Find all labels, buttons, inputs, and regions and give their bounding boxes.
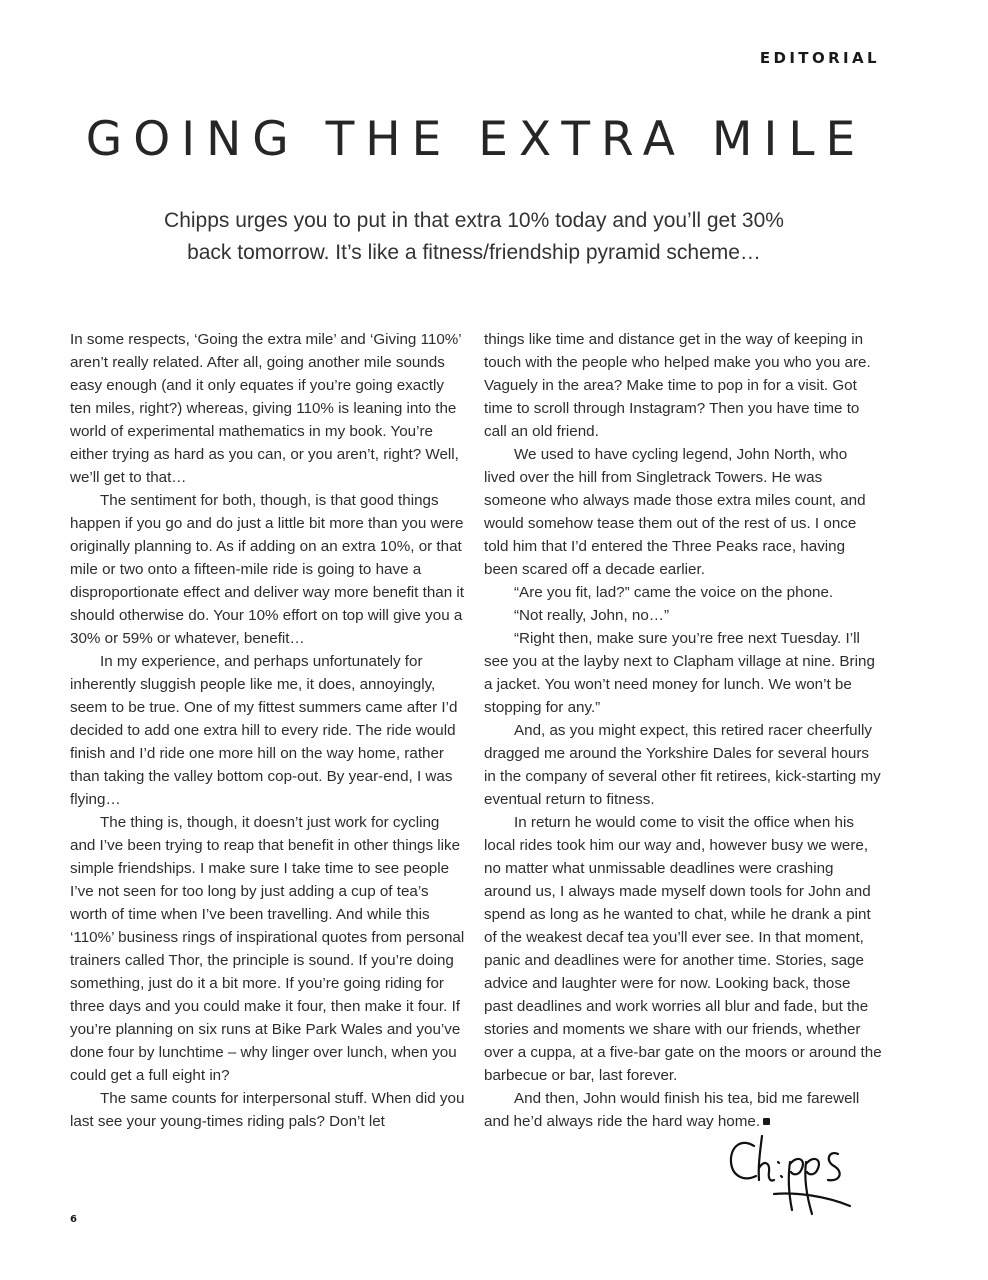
paragraph: The thing is, though, it doesn’t just work for cycling and I’ve been trying to reap that benefit in other things like simple friendships. I make sure I take time to see people I’ve not seen for too long by just adding a cup of tea’s worth of time when I’ve been travelling. And while this ‘110%’ business rings of inspirational quotes from personal trainers called Thor, the principle is sound. If you’re doing something, just do it a bit more. If you’re going riding for three days and you could make it four, then make it four. If you’re planning on six runs at Bike Park Wales and you’ve done four by lunchtime – why linger over lunch, when you could get a full eight in? xyxy=(70,814,465,1084)
paragraph: “Right then, make sure you’re free next Tuesday. I’ll see you at the layby next to Clapham village at nine. Bring a jacket. You won’t need money for lunch. We won’t be stopping for any.” xyxy=(484,630,875,716)
end-mark-icon xyxy=(763,1118,770,1125)
paragraph: The same counts for interpersonal stuff. When did you last see your young-times riding pals? Don’t let xyxy=(70,1090,465,1130)
paragraph: “Not really, John, no…” xyxy=(514,607,670,624)
paragraph: In my experience, and perhaps unfortunately for inherently sluggish people like me, it does, annoyingly, seem to be true. One of my fittest summers came after I’d decided to add one extra hill to every ride. The ride would finish and I’d ride one more hill on the way home, rather than taking the valley bottom cop-out. By year-end, I was flying… xyxy=(70,653,458,808)
last-paragraph xyxy=(484,1087,882,1133)
paragraph: “Are you fit, lad?” came the voice on the phone. xyxy=(514,584,834,601)
article-standfirst: Chipps urges you to put in that extra 10% today and you’ll get 30% back tomorrow. It’s like a fitness/friendship pyramid scheme… xyxy=(164,209,784,264)
paragraph: things like time and distance get in the way of keeping in touch with the people who helped make you who you are. Vaguely in the area? Make time to pop in for a visit. Got time to scroll through Instagram? Then you have time to call an old friend. xyxy=(484,331,871,440)
paragraph: And, as you might expect, this retired racer cheerfully dragged me around the Yorkshire Dales for several hours in the company of several other fit retirees, kick-starting my eventual return to fitness. xyxy=(484,722,881,808)
paragraph: In return he would come to visit the office when his local rides took him our way and, however busy we were, no matter what unmissable deadlines were crashing around us, I always made myself down tools for John and spend as long as he wanted to chat, while he drank a pint of the weakest decaf tea you’ll ever see. In that moment, panic and deadlines were for another time. Stories, sage advice and laughter were for now. Looking back, those past deadlines and work worries all blur and fade, but the stories and moments we share with our friends, whether over a cuppa, at a five-bar gate on the moors or around the barbecue or bar, last forever. xyxy=(484,814,882,1084)
left-column xyxy=(70,328,466,1133)
paragraph: The sentiment for both, though, is that good things happen if you go and do just a little bit more than you were originally planning to. As if adding on an extra 10%, or that mile or two onto a fifteen-mile ride is going to have a disproportionate effect and deliver way more benefit than it should otherwise do. Your 10% effort on top will give you a 30% or 59% or whatever, benefit… xyxy=(70,492,464,647)
right-column xyxy=(484,328,882,1133)
paragraph: In some respects, ‘Going the extra mile’ and ‘Giving 110%’ aren’t really related. After all, going another mile sounds easy enough (and it only equates if you’re going exactly ten miles, right?) whereas, giving 110% is leaning into the world of experimental mathematics in my book. You’re either trying as hard as you can, or you aren’t, right? Well, we’ll get to that… xyxy=(70,331,462,486)
signature xyxy=(726,1132,858,1218)
last-paragraph-text: And then, John would finish his tea, bid me farewell and he’d always ride the hard way home. xyxy=(484,1090,860,1130)
section-label: EDITORIAL xyxy=(759,49,880,67)
paragraph: We used to have cycling legend, John North, who lived over the hill from Singletrack Towers. He was someone who always made those extra miles count, and would somehow tease them out of the rest of us. I once told him that I’d entered the Three Peaks race, having been scared off a decade earlier. xyxy=(484,446,866,578)
page-number: 6 xyxy=(70,1214,77,1225)
article-title: GOING THE EXTRA MILE xyxy=(85,112,867,167)
